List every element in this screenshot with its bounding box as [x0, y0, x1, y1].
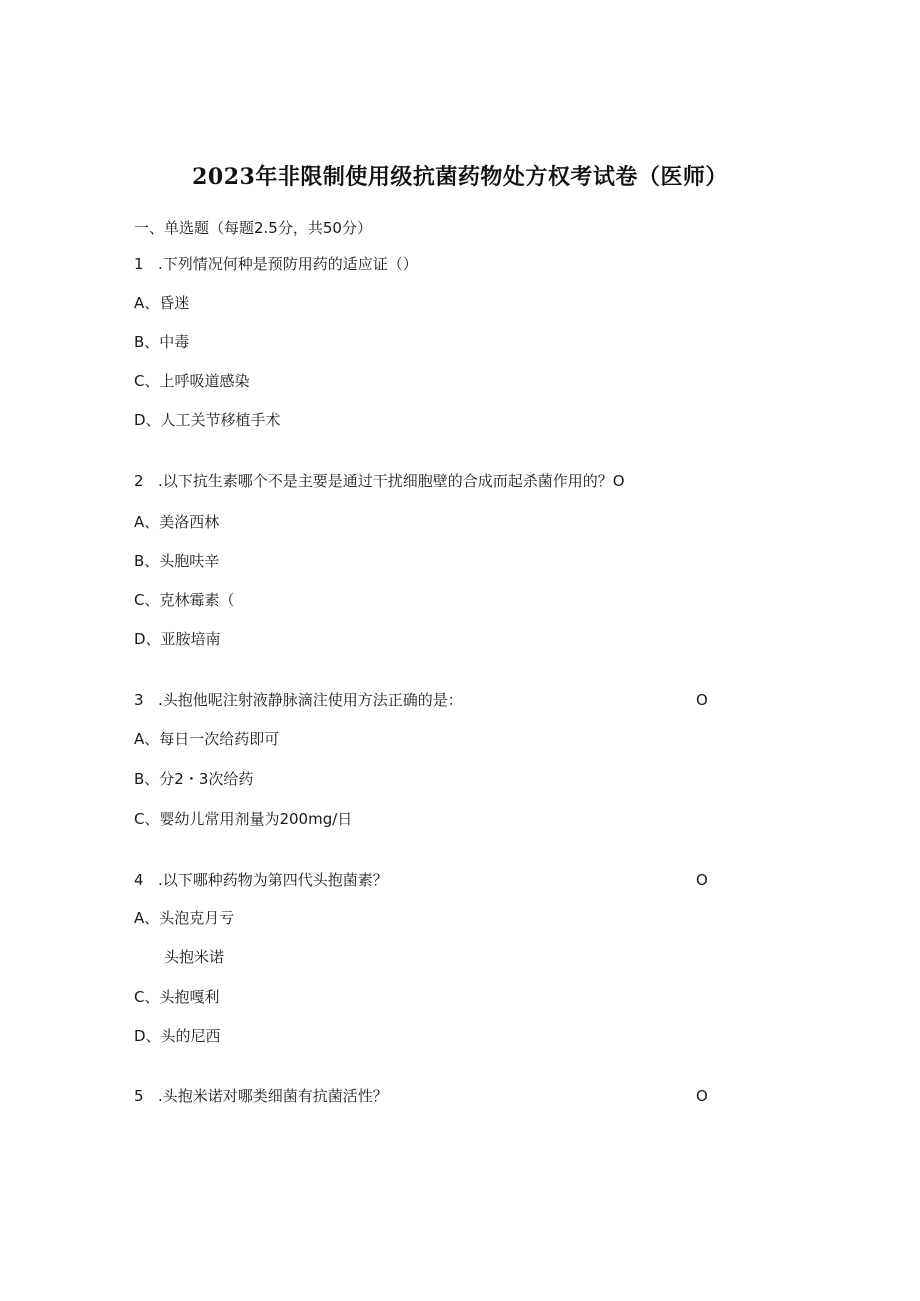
option-1c: C、上呼吸道感染 — [134, 372, 250, 390]
question-text: .下列情况何种是预防用药的适应证（） — [158, 255, 418, 273]
option-3a: A、每日一次给药即可 — [134, 730, 280, 748]
question-text: .以下哪种药物为第四代头抱菌素？ — [158, 871, 388, 889]
section-heading: 一、单选题（每题2.5分，共50分） — [134, 219, 372, 237]
question-number: 4 — [134, 871, 144, 889]
question-5 — [134, 1086, 388, 1106]
option-1d: D、人工关节移植手术 — [134, 411, 281, 429]
option-4a: A、头泡克月亏 — [134, 909, 235, 927]
option-3b: B、分2・3次给药 — [134, 770, 254, 788]
option-4b: 头抱米诺 — [164, 948, 225, 966]
option-2b: B、头胞呋辛 — [134, 552, 220, 570]
option-1a: A、昏迷 — [134, 294, 190, 312]
option-3c: C、婴幼儿常用剂量为200mg∕日 — [134, 810, 353, 828]
option-1b: B、中毒 — [134, 333, 190, 351]
question-1 — [134, 254, 418, 274]
answer-blank-mark: O — [696, 691, 708, 709]
question-text: .头抱米诺对哪类细菌有抗菌活性？ — [158, 1087, 388, 1105]
question-4 — [134, 870, 388, 890]
answer-blank-mark: O — [696, 1087, 708, 1105]
answer-blank-mark: O — [696, 871, 708, 889]
option-4d: D、头的尼西 — [134, 1027, 221, 1045]
question-number: 3 — [134, 691, 144, 709]
question-number: 2 — [134, 472, 144, 490]
option-4c: C、头抱嘎利 — [134, 988, 220, 1006]
option-2a: A、美洛西林 — [134, 513, 220, 531]
option-2c: C、克林霉素（ — [134, 591, 235, 609]
question-text: .头抱他呢注射液静脉滴注使用方法正确的是： — [158, 691, 463, 709]
question-text: .以下抗生素哪个不是主要是通过干扰细胞壁的合成而起杀菌作用的？O — [158, 472, 625, 490]
question-number: 5 — [134, 1087, 144, 1105]
question-number: 1 — [134, 255, 144, 273]
option-2d: D、亚胺培南 — [134, 630, 221, 648]
question-2 — [134, 471, 625, 491]
question-3 — [134, 690, 463, 710]
page-title: 2023年非限制使用级抗菌药物处方权考试卷（医师） — [192, 164, 728, 190]
